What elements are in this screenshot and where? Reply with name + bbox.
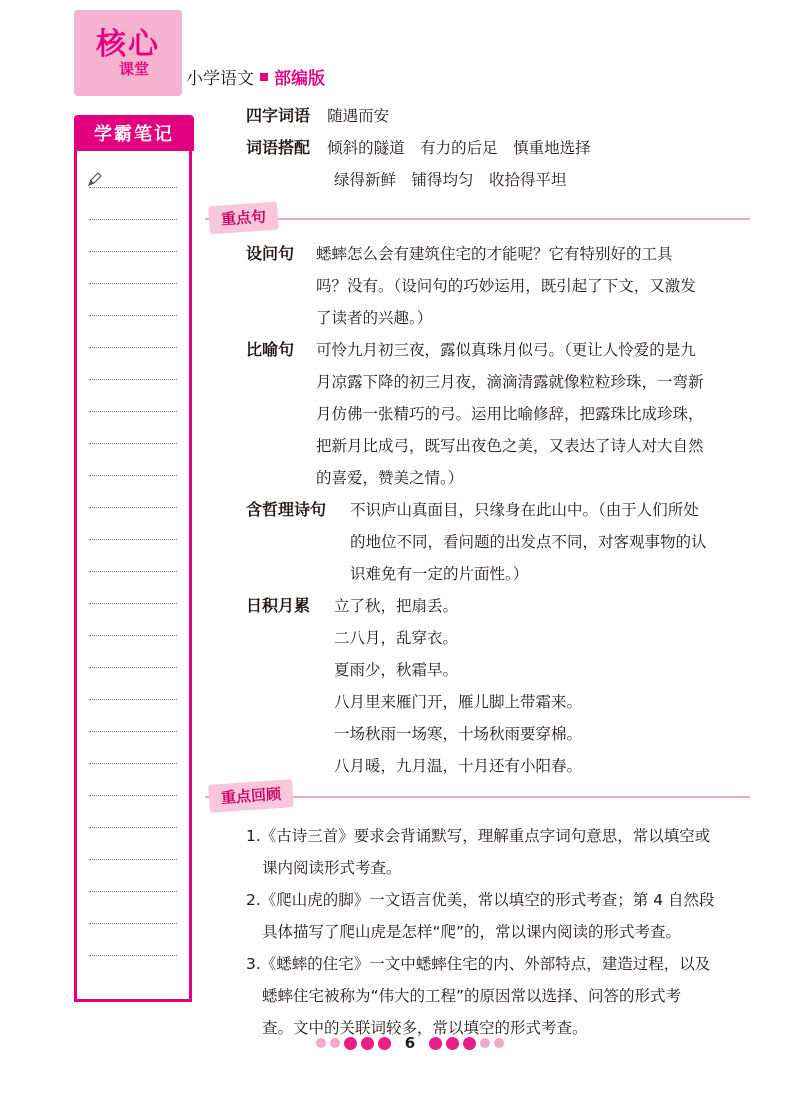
metaphor-line: 月仿佛一张精巧的弓。运用比喻修辞，把露珠比成珍珠， bbox=[316, 405, 704, 423]
subject-line bbox=[186, 64, 325, 89]
daily-label: 日积月累 bbox=[246, 596, 311, 615]
note-line bbox=[89, 635, 177, 636]
dot-decoration bbox=[316, 1038, 326, 1048]
rhetorical-label: 设问句 bbox=[246, 244, 295, 263]
note-line bbox=[89, 187, 177, 188]
dot-decoration bbox=[463, 1037, 476, 1050]
review-item-line: 查。文中的关联词较多，常以填空的形式考查。 bbox=[262, 1019, 588, 1037]
review-item-line: 蟋蟀住宅被称为“伟大的工程”的原因常以选择、问答的形式考 bbox=[262, 987, 682, 1005]
daily-line: 立了秋，把扇丢。 bbox=[334, 597, 459, 615]
rhetorical-line: 蟋蟀怎么会有建筑住宅的才能呢？它有特别好的工具 bbox=[316, 245, 673, 263]
dot-decoration bbox=[378, 1037, 391, 1050]
four-char-row bbox=[246, 100, 389, 132]
logo-main-text: 核心 bbox=[96, 27, 160, 62]
review-item-line: 课内阅读形式考查。 bbox=[262, 859, 402, 877]
daily-line: 八月暖，九月温，十月还有小阳春。 bbox=[334, 757, 583, 775]
dot-decoration bbox=[344, 1037, 357, 1050]
daily-line: 一场秋雨一场寒，十场秋雨要穿棉。 bbox=[334, 725, 583, 743]
metaphor-line: 可怜九月初三夜，露似真珠月似弓。（更让人怜爱的是九 bbox=[316, 341, 696, 359]
metaphor-line: 的喜爱，赞美之情。） bbox=[316, 469, 464, 487]
dot-decoration bbox=[446, 1037, 459, 1050]
note-line bbox=[89, 859, 177, 860]
note-line bbox=[89, 667, 177, 668]
note-line bbox=[89, 731, 177, 732]
page-number: 6 bbox=[404, 1034, 416, 1052]
philosophy-line: 的地位不同，看问题的出发点不同，对客观事物的认 bbox=[350, 533, 707, 551]
note-line bbox=[89, 571, 177, 572]
note-line bbox=[89, 923, 177, 924]
dot-decoration bbox=[494, 1038, 504, 1048]
separator-square-icon bbox=[260, 73, 268, 81]
dot-decoration bbox=[361, 1037, 374, 1050]
metaphor-label: 比喻句 bbox=[246, 340, 295, 359]
page-indicator bbox=[300, 1032, 520, 1054]
rhetorical-line: 吗？没有。（设问句的巧妙运用，既引起了下文，又激发 bbox=[316, 277, 696, 295]
dot-decoration bbox=[429, 1037, 442, 1050]
note-line bbox=[89, 827, 177, 828]
philosophy-label: 含哲理诗句 bbox=[246, 500, 327, 519]
brand-logo bbox=[74, 10, 182, 96]
daily-line: 二八月，乱穿衣。 bbox=[334, 629, 459, 647]
collocation-line: 绿得新鲜 铺得均匀 收拾得平坦 bbox=[334, 171, 567, 189]
review-header bbox=[205, 784, 750, 810]
collocation-line: 倾斜的隧道 有力的后足 慎重地选择 bbox=[327, 139, 591, 157]
subject-name: 小学语文 bbox=[186, 69, 254, 89]
four-char-label: 四字词语 bbox=[246, 106, 311, 125]
note-line bbox=[89, 411, 177, 412]
note-line bbox=[89, 955, 177, 956]
note-line bbox=[89, 443, 177, 444]
section-divider bbox=[205, 218, 750, 220]
notes-title: 学霸笔记 bbox=[74, 115, 194, 151]
note-line bbox=[89, 603, 177, 604]
philosophy-line: 识难免有一定的片面性。） bbox=[350, 565, 529, 583]
review-item-line: 3.《蟋蟀的住宅》一文中蟋蟀住宅的内、外部特点，建造过程，以及 bbox=[246, 955, 711, 973]
logo-sub-text: 课堂 bbox=[118, 60, 149, 78]
review-item-line: 2.《爬山虎的脚》一文语言优美，常以填空的形式考查；第 4 自然段 bbox=[246, 891, 715, 909]
note-line bbox=[89, 315, 177, 316]
review-item-line: 1.《古诗三首》要求会背诵默写，理解重点字词句意思，常以填空或 bbox=[246, 827, 711, 845]
note-line bbox=[89, 283, 177, 284]
daily-line: 夏雨少，秋霜早。 bbox=[334, 661, 459, 679]
section-tag: 重点句 bbox=[208, 202, 279, 235]
metaphor-line: 月凉露下降的初三月夜，滴滴清露就像粒粒珍珠，一弯新 bbox=[316, 373, 704, 391]
note-line bbox=[89, 699, 177, 700]
collocation-label: 词语搭配 bbox=[246, 138, 311, 157]
daily-line: 八月里来雁门开，雁儿脚上带霜来。 bbox=[334, 693, 583, 711]
note-line bbox=[89, 507, 177, 508]
note-line bbox=[89, 379, 177, 380]
note-line bbox=[89, 795, 177, 796]
collocation-row bbox=[246, 132, 591, 164]
note-line bbox=[89, 347, 177, 348]
note-line bbox=[89, 539, 177, 540]
section-tag: 重点回顾 bbox=[208, 779, 294, 813]
dot-decoration bbox=[480, 1038, 490, 1048]
rhetorical-line: 了读者的兴趣。） bbox=[316, 309, 433, 327]
notes-box bbox=[74, 151, 192, 1002]
review-item-line: 具体描写了爬山虎是怎样“爬”的，常以课内阅读的形式考查。 bbox=[262, 923, 682, 941]
note-line bbox=[89, 763, 177, 764]
philosophy-line: 不识庐山真面目，只缘身在此山中。（由于人们所处 bbox=[350, 501, 699, 519]
edition-label: 部编版 bbox=[274, 69, 325, 89]
key-sentences-header bbox=[205, 206, 750, 232]
note-line bbox=[89, 219, 177, 220]
four-char-text: 随遇而安 bbox=[327, 107, 390, 125]
dot-decoration bbox=[330, 1038, 340, 1048]
pencil-icon bbox=[87, 171, 103, 187]
note-line bbox=[89, 475, 177, 476]
note-line bbox=[89, 251, 177, 252]
note-line bbox=[89, 891, 177, 892]
metaphor-line: 把新月比成弓，既写出夜色之美，又表达了诗人对大自然 bbox=[316, 437, 704, 455]
